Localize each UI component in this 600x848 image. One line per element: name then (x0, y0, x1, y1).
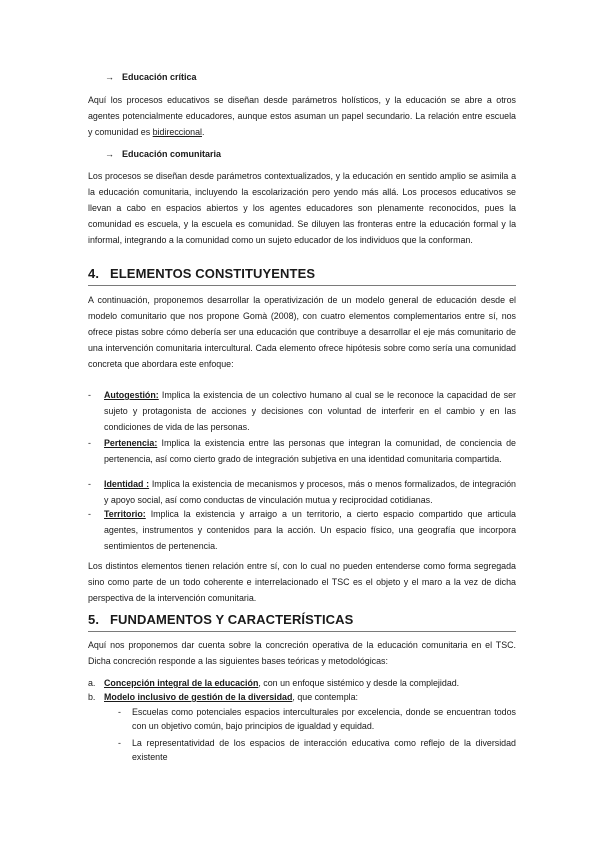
list-text: Implica la existencia de mecanismos y procesos, más o menos formalizados, de integración y apoyo social, así como conductas de vinculación mutua y reciprocidad cotidianas. (104, 479, 516, 505)
paragraph-text: Aquí los procesos educativos se diseñan desde parámetros holísticos, y la educación se abre a otros agentes potencialmente educadores, aunque estos asuman un papel secundario. La relación entre escuela y comunidad es (88, 95, 516, 137)
section-heading-5 (88, 612, 353, 628)
heading-divider (88, 285, 516, 286)
item-letter: b. (88, 692, 96, 702)
subheading-text: Educación comunitaria (122, 149, 222, 159)
list-text: Implica la existencia entre las personas que integran la comunidad, de conciencia de pertenencia, así como cierto grado de integración subjetiva en una identidad comunitaria compartida. (104, 438, 516, 464)
paragraph-s5-intro: Aquí nos proponemos dar cuenta sobre la concreción operativa de la educación comunitaria en el TSC. Dicha concreción responde a las siguientes bases teóricas y metodológicas: (88, 640, 516, 666)
item-term: Concepción integral de la educación (104, 678, 259, 688)
list-term: Pertenencia: (104, 438, 158, 448)
list-dash: - (88, 390, 91, 400)
arrow-right-icon: → (105, 72, 114, 82)
section-title: ELEMENTOS CONSTITUYENTES (110, 266, 316, 281)
list-dash: - (88, 438, 91, 448)
sub-list-text: Escuelas como potenciales espacios interculturales por excelencia, donde se encuentran todos con un objetivo común, bajo principios de igualdad y equidad. (132, 707, 516, 731)
underlined-term: bidireccional (152, 126, 202, 137)
item-letter: a. (88, 678, 96, 688)
subheading-educacion-comunitaria (105, 148, 221, 160)
list-dash: - (118, 738, 121, 748)
section-heading-4 (88, 266, 315, 282)
subheading-text: Educación crítica (122, 72, 197, 82)
paragraph-critica (88, 93, 516, 141)
heading-divider (88, 631, 516, 632)
item-text: , que contempla: (292, 692, 359, 702)
list-dash: - (118, 707, 121, 717)
item-text: , con un enfoque sistémico y desde la complejidad. (258, 678, 460, 688)
paragraph-text-end: . (201, 126, 205, 137)
sub-list-text: La representatividad de los espacios de interacción educativa como reflejo de la diversidad existente (132, 738, 516, 762)
paragraph-comunitaria: Los procesos se diseñan desde parámetros contextualizados, y la educación en sentido amplio se asimila a la educación comunitaria, incluyendo la escolarización pero yendo más allá. Los procesos educativos se llevan a cabo en espacios abiertos y los agentes educadores son plenamente reconocidos, pues la comunidad es escuela, y la escuela es comunidad. Se diluyen las fronteras entre la educación formal y la informal, integrando a la comunidad como un sujeto educador de los individuos que la conforman. (88, 171, 516, 245)
section-title: FUNDAMENTOS Y CARACTERÍSTICAS (110, 612, 354, 627)
arrow-right-icon: → (105, 149, 114, 159)
list-term: Autogestión: (104, 390, 159, 400)
subheading-educacion-critica (105, 71, 197, 83)
list-text: Implica la existencia de un colectivo humano al cual se le reconoce la capacidad de ser sujeto y protagonista de acciones y decisiones con voluntad de interferir en el cambio y en las condiciones de vida de las personas. (104, 390, 516, 432)
item-term: Modelo inclusivo de gestión de la diversidad (104, 692, 293, 702)
section-number: 5. (88, 612, 100, 627)
paragraph-s4-closing: Los distintos elementos tienen relación entre sí, con lo cual no pueden entenderse como forma segregada sino como parte de un todo coherente e interrelacionado el TSC es el objeto y el maro a la vez de dicha perspectiva de la intervención comunitaria. (88, 561, 516, 603)
section-number: 4. (88, 266, 100, 281)
list-dash: - (88, 509, 91, 519)
list-text: Implica la existencia y arraigo a un territorio, a cierto espacio compartido que articula agentes, instrumentos y contenidos para la acción. Un espacio físico, una geografía que incorpora sentimientos de pertenencia. (104, 509, 516, 551)
list-term: Identidad : (104, 479, 150, 489)
list-dash: - (88, 479, 91, 489)
paragraph-s4-intro: A continuación, proponemos desarrollar la operativización de un modelo general de educación desde el modelo comunitario que nos propone Gomà (2008), con cuatro elementos complementarios entre sí, nos ofrece pistas sobre cómo debería ser una educación que contribuye a desarrollar el eje más comunitario de una intervención comunitaria intercultural. Cada elemento ofrece hipótesis sobre como sería una comunidad concreta que abordara este enfoque: (88, 295, 516, 369)
list-term: Territorio: (104, 509, 146, 519)
